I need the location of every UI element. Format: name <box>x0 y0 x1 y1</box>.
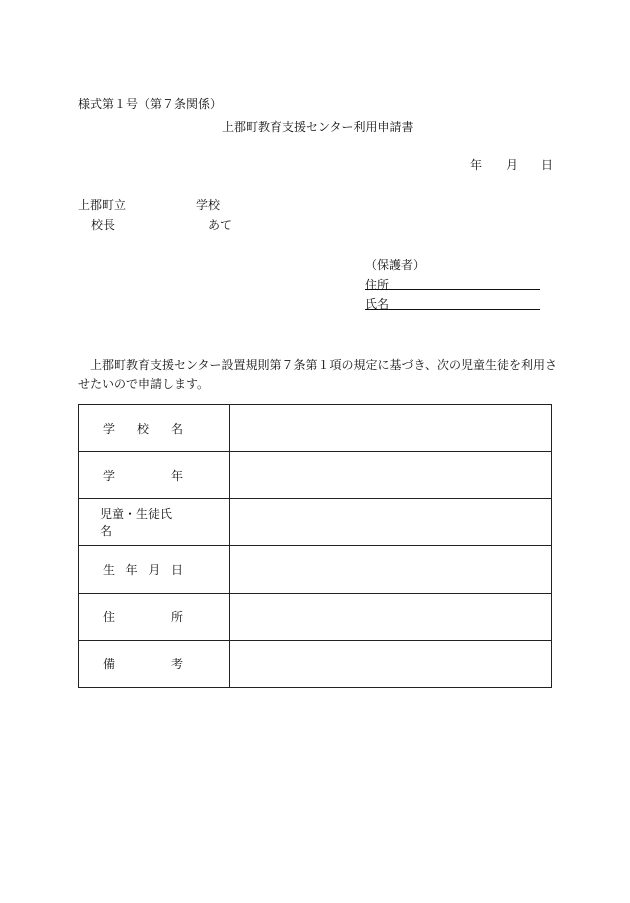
table-row-grade <box>79 452 552 499</box>
school-name-field[interactable] <box>230 405 552 452</box>
label-char: 名 <box>170 421 183 436</box>
applicant-heading: （保護者） <box>365 258 426 272</box>
label-char: 学 <box>103 468 116 483</box>
label-text: 児童・生徒氏名 <box>100 507 173 539</box>
applicant-name-label: 氏名 <box>365 297 390 311</box>
label-school-name <box>79 405 230 452</box>
date-year: 年 <box>470 158 483 172</box>
address-field[interactable] <box>230 593 552 640</box>
body-text-line2: せたいので申請します。 <box>78 377 210 391</box>
label-char: 住 <box>103 610 116 625</box>
label-char: 年 <box>125 563 138 578</box>
label-grade <box>79 452 230 499</box>
addressee-principal: 校長 <box>91 218 116 232</box>
date-month: 月 <box>506 158 519 172</box>
label-char: 日 <box>170 563 183 578</box>
label-char: 校 <box>136 421 149 436</box>
label-char: 月 <box>148 563 161 578</box>
table-row-birth-date <box>79 546 552 593</box>
label-address <box>79 593 230 640</box>
addressee-ate: あて <box>208 218 233 232</box>
label-char: 学 <box>103 421 116 436</box>
addressee-school-prefix: 上郡町立 <box>78 198 127 212</box>
applicant-address-label: 住所 <box>365 278 390 292</box>
student-name-field[interactable] <box>230 499 552 546</box>
label-remarks <box>79 640 230 687</box>
addressee-school-suffix: 学校 <box>196 198 221 212</box>
label-char: 年 <box>170 468 183 483</box>
applicant-address-line[interactable] <box>365 289 540 290</box>
label-birth-date <box>79 546 230 593</box>
form-title: 上郡町教育支援センター利用申請書 <box>222 120 414 134</box>
table-row-school-name <box>79 405 552 452</box>
grade-field[interactable] <box>230 452 552 499</box>
application-table <box>78 404 552 688</box>
date-day: 日 <box>541 158 554 172</box>
label-char: 考 <box>170 657 183 672</box>
form-number: 様式第１号（第７条関係） <box>78 97 223 111</box>
table-row-remarks <box>79 640 552 687</box>
body-text-line1: 上郡町教育支援センター設置規則第７条第１項の規定に基づき、次の児童生徒を利用さ <box>90 358 558 372</box>
table-row-student-name <box>79 499 552 546</box>
label-char: 所 <box>170 610 183 625</box>
label-student-name <box>79 499 230 546</box>
label-char: 生 <box>103 563 116 578</box>
table-row-address <box>79 593 552 640</box>
birth-date-field[interactable] <box>230 546 552 593</box>
remarks-field[interactable] <box>230 640 552 687</box>
applicant-name-line[interactable] <box>365 309 540 310</box>
label-char: 備 <box>103 657 116 672</box>
